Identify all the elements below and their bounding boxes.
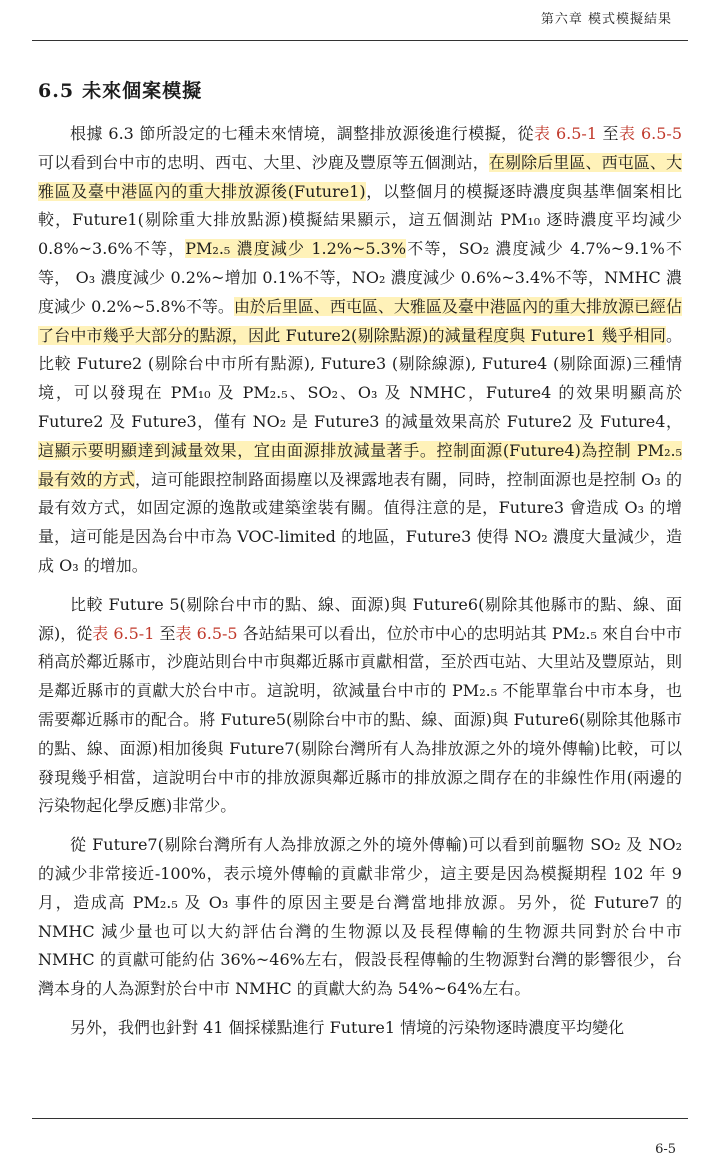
- table-reference[interactable]: 表 6.5-5: [175, 623, 238, 643]
- highlighted-text: 由於后里區、西屯區、大雅區及臺中港區內的重大排放源已經佔了台中市幾乎大部分的點源，因此 Future2(剔除點源)的減量程度與 Future1 幾乎相同: [38, 296, 682, 345]
- text-segment: 。比較 Future2 (剔除台中市所有點源), Future3 (剔除線源), Future4 (剔除面源)三種情境，可以發現在 PM₁₀ 及 PM₂.₅、SO₂、O₃ 及 NMHC，Future4 的效果明顯高於 Future2 及 Future3，僅有 NO₂ 是 Future3 的減量效果高於 Future2 及 Future4，: [38, 325, 682, 431]
- section-title: 未來個案模擬: [82, 80, 203, 102]
- paragraph: [38, 1014, 682, 1043]
- highlighted-text: PM₂.₅ 濃度減少 1.2%~5.3%: [185, 239, 407, 259]
- body-text: [38, 120, 682, 1053]
- text-segment: ，這可能跟控制路面揚塵以及裸露地表有關，同時，控制面源也是控制 O₃ 的最有效方式，如固定源的逸散或建築塗裝有關。值得注意的是，Future3 會造成 O₃ 的增量，這可能是因為台中市為 VOC-limited 的地區，Future3 使得 NO₂ 濃度大量減少，造成 O₃ 的增加。: [38, 469, 682, 575]
- text-segment: 可以看到台中市的忠明、西屯、大里、沙鹿及豐原等五個測站，: [38, 152, 489, 172]
- text-segment: 至: [154, 623, 176, 643]
- text-segment: 至: [597, 124, 619, 143]
- text-segment: 根據 6.3 節所設定的七種未來情境，調整排放源後進行模擬，從: [70, 124, 534, 143]
- section-heading: [38, 76, 202, 103]
- table-reference[interactable]: 表 6.5-1: [534, 124, 598, 143]
- page-number: 6-5: [655, 1142, 676, 1157]
- paragraph: [38, 831, 682, 1004]
- text-segment: 從 Future7(剔除台灣所有人為排放源之外的境外傳輸)可以看到前驅物 SO₂ 及 NO₂ 的減少非常接近-100%，表示境外傳輸的貢獻非常少，這主要是因為模擬期程 102 年 9 月，造成高 PM₂.₅ 及 O₃ 事件的原因主要是台灣當地排放源。另外，從 Future7 的 NMHC 減少量也可以大約評估台灣的生物源以及長程傳輸的生物源共同對於台中市 NMHC 的貢獻可能約佔 36%~46%左右，假設長程傳輸的生物源對台灣的影響很少，台灣本身的人為源對於台中市 NMHC 的貢獻大約為 54%~64%左右。: [38, 835, 682, 999]
- paragraph: [38, 591, 682, 821]
- highlighted-text: 在剔除后里區、西屯區、大雅區及臺中港區內的重大排放源後(Future1): [38, 152, 682, 201]
- table-reference[interactable]: 表 6.5-1: [92, 623, 155, 643]
- text-segment: 不等，SO₂ 濃度減少 4.7%~9.1%不等， O₃ 濃度減少 0.2%~增加 0.1%不等，NO₂ 濃度減少 0.6%~3.4%不等，NMHC 濃度減少 0.2%~5.8%不等。: [38, 239, 682, 316]
- text-segment: ，以整個月的模擬逐時濃度與基準個案相比較，Future1(剔除重大排放點源)模擬結果顯示，這五個測站 PM₁₀ 逐時濃度平均減少 0.8%~3.6%不等，: [38, 181, 682, 259]
- section-number: 6.5: [38, 80, 75, 102]
- paragraph: [38, 120, 682, 581]
- text-segment: 比較 Future 5(剔除台中市的點、線、面源)與 Future6(剔除其他縣市的點、線、面源)，從: [38, 594, 682, 643]
- header-rule: [32, 40, 688, 41]
- text-segment: 各站結果可以看出，位於市中心的忠明站其 PM₂.₅ 來自台中市稍高於鄰近縣市，沙鹿站則台中市與鄰近縣市貢獻相當，至於西屯站、大里站及豐原站，則是鄰近縣市的貢獻大於台中市。這說明，欲減量台中市的 PM₂.₅ 不能單靠台中市本身，也需要鄰近縣市的配合。將 Future5(剔除台中市的點、線、面源)與 Future6(剔除其他縣市的點、線、面源)相加後與 Future7(剔除台灣所有人為排放源之外的境外傳輸)比較，可以發現幾乎相當，這說明台中市的排放源與鄰近縣市的排放源之間存在的非線性作用(兩邊的污染物起化學反應)非常少。: [38, 623, 682, 816]
- highlighted-text: 這顯示要明顯達到減量效果，宜由面源排放減量著手。控制面源(Future4)為控制 PM₂.₅ 最有效的方式: [38, 440, 682, 489]
- footer-rule: [32, 1118, 688, 1119]
- table-reference[interactable]: 表 6.5-5: [619, 124, 683, 143]
- text-segment: 另外，我們也針對 41 個採樣點進行 Future1 情境的污染物逐時濃度平均變化: [70, 1017, 625, 1037]
- chapter-header: 第六章 模式模擬結果: [540, 12, 672, 27]
